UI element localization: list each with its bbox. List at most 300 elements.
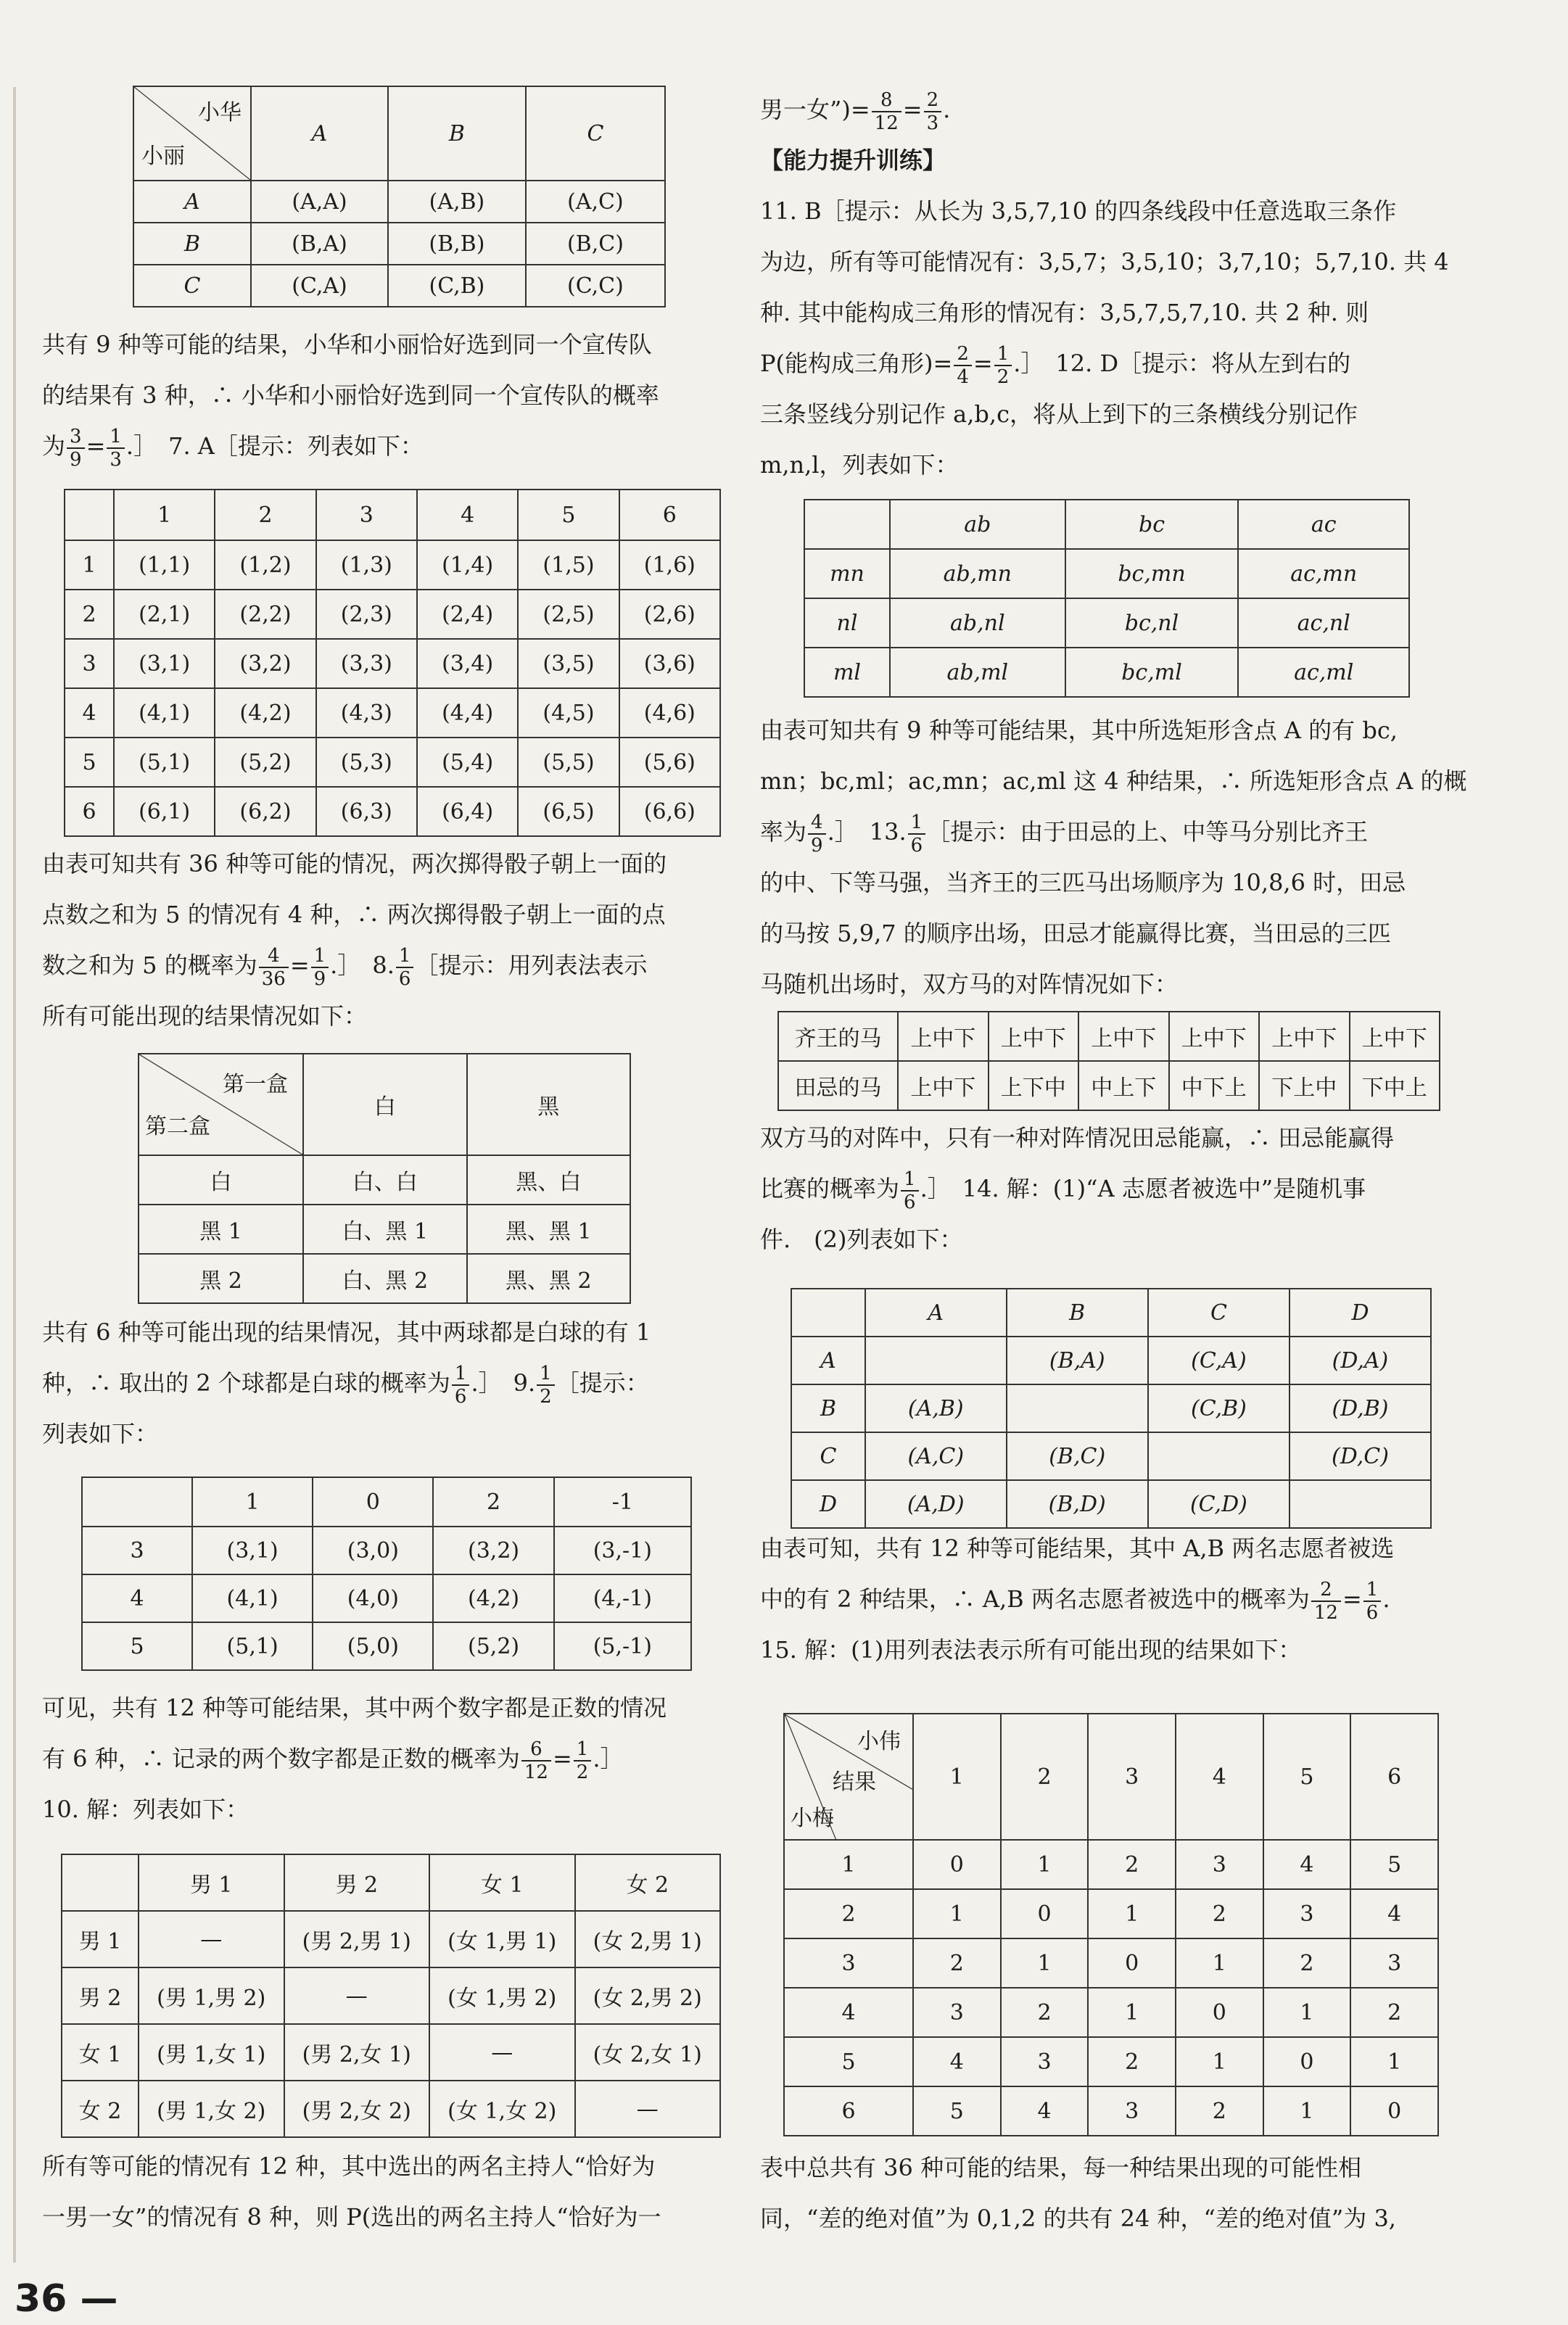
- row-header: 1: [784, 1840, 913, 1889]
- text-line: 可见，共有 12 种等可能结果，其中两个数字都是正数的情况: [42, 1694, 667, 1722]
- table-corner: [804, 500, 890, 549]
- table-problem-12: [804, 499, 1410, 698]
- table-cell: (5,4): [417, 738, 518, 787]
- table-row: [82, 1527, 691, 1574]
- column-header: 男 2: [284, 1854, 430, 1911]
- table-cell: 1: [1176, 2037, 1263, 2086]
- table-cell: 黑、黑 2: [467, 1254, 631, 1303]
- row-header: 1: [65, 540, 114, 590]
- denominator: 12: [874, 112, 899, 134]
- row-header: 齐王的马: [778, 1012, 898, 1061]
- table-cell: (D,B): [1290, 1384, 1431, 1432]
- table-cell: 2: [1263, 1938, 1351, 1988]
- table-cell: —: [139, 1911, 284, 1967]
- table-cell: (女 1,男 1): [429, 1911, 575, 1967]
- table-corner: [139, 1054, 303, 1155]
- table-row: [778, 1012, 1440, 1061]
- text-span: ［提示：由于田忌的上、中等马分别比齐王: [927, 818, 1369, 846]
- row-header: 2: [784, 1889, 913, 1938]
- row-header: 5: [82, 1622, 192, 1670]
- text-span: =: [86, 432, 106, 460]
- table-cell: 上中下: [898, 1012, 988, 1061]
- row-header: 6: [65, 787, 114, 836]
- table-row: [82, 1574, 691, 1622]
- corner-bottom-label: 第二盒: [145, 1114, 210, 1139]
- fraction: [994, 343, 1012, 388]
- row-header: 白: [139, 1155, 303, 1205]
- table-cell: (5,-1): [554, 1622, 691, 1670]
- column-header: 4: [1176, 1714, 1263, 1840]
- text-line: 马随机出场时，双方马的对阵情况如下：: [760, 970, 1179, 998]
- column-header: -1: [554, 1477, 691, 1527]
- text-span: =: [1342, 1585, 1362, 1613]
- text-span: ［提示：用列表法表示: [415, 951, 648, 979]
- table-row: [139, 1205, 630, 1254]
- table-cell: (5,2): [215, 738, 315, 787]
- column-header: A: [865, 1289, 1007, 1337]
- table-cell: ac,nl: [1238, 598, 1409, 648]
- table-cell: (女 2,男 1): [575, 1911, 721, 1967]
- table-problem-9: [81, 1477, 692, 1671]
- column-header: 2: [215, 490, 315, 540]
- numerator: 1: [311, 945, 329, 968]
- table-corner: [82, 1477, 192, 1527]
- table-row: [804, 598, 1409, 648]
- table-row: [62, 2024, 720, 2081]
- table-cell: (5,5): [518, 738, 619, 787]
- denominator: 6: [454, 1385, 467, 1408]
- numerator: 1: [994, 343, 1012, 366]
- table-cell: (A,A): [251, 181, 388, 223]
- text-block: [42, 838, 738, 1041]
- table-corner: [791, 1289, 865, 1337]
- table-cell: (1,3): [316, 540, 417, 590]
- table-cell: 黑、黑 1: [467, 1205, 631, 1254]
- column-header: 男 1: [139, 1854, 284, 1911]
- table-row: [784, 2037, 1438, 2086]
- table-cell: 上中下: [1169, 1012, 1259, 1061]
- table-cell: (男 2,女 2): [284, 2081, 430, 2137]
- table-cell: (D,A): [1290, 1337, 1431, 1384]
- row-header: 4: [82, 1574, 192, 1622]
- numerator: 1: [537, 1363, 555, 1386]
- table-cell: 中下上: [1169, 1061, 1259, 1110]
- table-cell: 0: [1001, 1889, 1089, 1938]
- table-row: [65, 787, 720, 836]
- table-cell: (4,1): [192, 1574, 313, 1622]
- table-cell: (4,1): [114, 688, 215, 738]
- text-line: [42, 421, 738, 471]
- table-cell: (4,5): [518, 688, 619, 738]
- row-header: 女 2: [62, 2081, 139, 2137]
- section-heading: 【能力提升训练】: [760, 146, 946, 174]
- numerator: 4: [808, 812, 826, 835]
- column-header: 3: [316, 490, 417, 540]
- table-row: [791, 1337, 1431, 1384]
- fraction: [574, 1738, 592, 1783]
- text-span: .］ 14. 解：(1)“A 志愿者被选中”是随机事: [920, 1175, 1366, 1202]
- table-cell: bc,ml: [1065, 648, 1239, 697]
- numerator: 1: [908, 812, 926, 835]
- denominator: 9: [811, 834, 823, 856]
- text-block: [42, 2141, 738, 2242]
- column-header: C: [526, 86, 665, 181]
- fraction: [954, 343, 972, 388]
- table-cell: 白、白: [303, 1155, 467, 1205]
- numerator: 4: [259, 945, 289, 968]
- numerator: 2: [1311, 1579, 1341, 1602]
- text-line: 为边，所有等可能情况有：3,5,7；3,5,10；3,7,10；5,7,10. 共 4: [760, 248, 1449, 276]
- row-header: 男 2: [62, 1967, 139, 2024]
- table-cell: 白、黑 1: [303, 1205, 467, 1254]
- table-cell: (2,1): [114, 590, 215, 639]
- corner-bottom-label: 小丽: [141, 144, 185, 169]
- corner-top-label: 第一盒: [223, 1072, 288, 1097]
- numerator: 1: [574, 1738, 592, 1762]
- table-cell: (女 2,男 2): [575, 1967, 721, 2024]
- numerator: 2: [924, 89, 942, 112]
- table-cell: (3,4): [417, 639, 518, 688]
- text-line: 双方马的对阵中，只有一种对阵情况田忌能赢，∴ 田忌能赢得: [760, 1124, 1395, 1152]
- text-line: 的马按 5,9,7 的顺序出场，田忌才能赢得比赛，当田忌的三匹: [760, 920, 1391, 947]
- text-line: [42, 1358, 738, 1408]
- text-span: =: [902, 96, 923, 123]
- table-cell: (4,6): [619, 688, 720, 738]
- fraction: [908, 812, 926, 856]
- column-header: D: [1290, 1289, 1431, 1337]
- table-cell: (男 1,男 2): [139, 1967, 284, 2024]
- text-line: 15. 解：(1)用列表法表示所有可能出现的结果如下：: [760, 1636, 1302, 1664]
- table-cell: (B,B): [388, 223, 526, 265]
- table-cell: 2: [1088, 1840, 1176, 1889]
- column-header: B: [388, 86, 526, 181]
- corner-top-label: 小伟: [857, 1729, 901, 1754]
- denominator: 6: [1366, 1601, 1379, 1624]
- text-line: 点数之和为 5 的情况有 4 种，∴ 两次掷得骰子朝上一面的点: [42, 901, 666, 928]
- text-span: =: [973, 350, 993, 377]
- table-problem-14: [791, 1288, 1432, 1529]
- table-cell: 1: [1263, 2086, 1351, 2136]
- table-cell: (1,1): [114, 540, 215, 590]
- table-cell: 1: [1176, 1938, 1263, 1988]
- text-line: 由表可知共有 36 种等可能的情况，两次掷得骰子朝上一面的: [42, 850, 667, 877]
- table-row: [791, 1480, 1431, 1528]
- table-cell: 2: [1350, 1988, 1438, 2037]
- text-line: 件. (2)列表如下：: [760, 1226, 963, 1253]
- table-cell: (1,6): [619, 540, 720, 590]
- fraction: [1363, 1579, 1382, 1624]
- table-cell: (A,D): [865, 1480, 1007, 1528]
- text-line: [760, 1163, 1464, 1214]
- row-header: nl: [804, 598, 890, 648]
- table-cell: 4: [1001, 2086, 1089, 2136]
- text-line: 表中总共有 36 种可能的结果，每一种结果出现的可能性相: [760, 2154, 1362, 2181]
- text-line: 所有可能出现的结果情况如下：: [42, 1002, 368, 1030]
- corner-mid-label: 结果: [833, 1769, 876, 1795]
- table-cell: bc,nl: [1065, 598, 1239, 648]
- table-cell: [1007, 1384, 1148, 1432]
- row-header: 3: [65, 639, 114, 688]
- table-cell: (1,5): [518, 540, 619, 590]
- text-span: .: [943, 96, 951, 123]
- table-row: [62, 1967, 720, 2024]
- table-cell: 2: [1176, 1889, 1263, 1938]
- table-cell: (6,3): [316, 787, 417, 836]
- text-span: 种，∴ 取出的 2 个球都是白球的概率为: [42, 1369, 450, 1397]
- text-line: [760, 84, 1464, 135]
- row-header: 黑 2: [139, 1254, 303, 1303]
- fraction: [901, 1168, 919, 1213]
- table-row: [139, 1254, 630, 1303]
- column-header: 3: [1088, 1714, 1176, 1840]
- table-corner: [784, 1714, 913, 1840]
- table-cell: (2,2): [215, 590, 315, 639]
- text-line: [42, 940, 738, 991]
- fraction: [259, 945, 289, 990]
- row-header: A: [791, 1337, 865, 1384]
- fraction: [537, 1363, 555, 1408]
- numerator: 1: [107, 426, 125, 449]
- table-cell: (3,0): [313, 1527, 433, 1574]
- table-cell: —: [284, 1967, 430, 2024]
- column-header: 5: [1263, 1714, 1351, 1840]
- table-cell: 0: [1263, 2037, 1351, 2086]
- row-header: C: [791, 1432, 865, 1480]
- table-row: [791, 1432, 1431, 1480]
- table-cell: (B,C): [526, 223, 665, 265]
- table-cell: 4: [1350, 1889, 1438, 1938]
- page-edge: [13, 87, 16, 2263]
- corner-top-label: 小华: [198, 100, 242, 125]
- table-cell: (A,B): [865, 1384, 1007, 1432]
- table-cell: (B,A): [251, 223, 388, 265]
- table-cell: 2: [913, 1938, 1001, 1988]
- text-line: [760, 806, 1464, 857]
- table-cell: 白、黑 2: [303, 1254, 467, 1303]
- table-row: [65, 639, 720, 688]
- table-cell: —: [575, 2081, 721, 2137]
- denominator: 36: [261, 967, 286, 990]
- table-corner: [65, 490, 114, 540]
- fraction: [452, 1363, 470, 1408]
- text-span: .］ 7. A［提示：列表如下：: [125, 432, 424, 460]
- table-cell: (2,5): [518, 590, 619, 639]
- text-span: .］ 13.: [827, 818, 907, 846]
- row-header: 4: [65, 688, 114, 738]
- denominator: 6: [398, 967, 411, 990]
- table-row: [133, 265, 665, 307]
- column-header: 1: [114, 490, 215, 540]
- row-header: C: [133, 265, 251, 307]
- table-cell: ab,ml: [890, 648, 1065, 697]
- text-block: [42, 1682, 738, 1835]
- table-cell: 2: [1088, 2037, 1176, 2086]
- column-header: bc: [1065, 500, 1239, 549]
- table-row: [65, 688, 720, 738]
- fraction: [107, 426, 125, 471]
- table-cell: (C,B): [1148, 1384, 1290, 1432]
- table-cell: (6,5): [518, 787, 619, 836]
- table-cell: (男 2,女 1): [284, 2024, 430, 2081]
- text-line: 由表可知共有 9 种等可能结果，其中所选矩形含点 A 的有 bc,: [760, 717, 1398, 744]
- denominator: 6: [904, 1191, 916, 1213]
- fraction: [924, 89, 942, 134]
- table-row: [62, 1911, 720, 1967]
- row-header: 2: [65, 590, 114, 639]
- text-line: 共有 9 种等可能的结果，小华和小丽恰好选到同一个宣传队: [42, 331, 652, 358]
- column-header: 5: [518, 490, 619, 540]
- table-cell: (4,0): [313, 1574, 433, 1622]
- table-cell: 上下中: [989, 1061, 1078, 1110]
- table-cell: [865, 1337, 1007, 1384]
- column-header: 女 1: [429, 1854, 575, 1911]
- row-header: A: [133, 181, 251, 223]
- column-header: 4: [417, 490, 518, 540]
- table-cell: (女 1,男 2): [429, 1967, 575, 2024]
- text-span: 中的有 2 种结果，∴ A,B 两名志愿者被选中的概率为: [760, 1585, 1310, 1613]
- row-header: 5: [784, 2037, 913, 2086]
- column-header: 1: [192, 1477, 313, 1527]
- table-cell: ab,nl: [890, 598, 1065, 648]
- table-cell: 3: [1001, 2037, 1089, 2086]
- table-cell: 5: [913, 2086, 1001, 2136]
- table-row: [791, 1384, 1431, 1432]
- text-block: [760, 84, 1464, 490]
- table-cell: 1: [1263, 1988, 1351, 2037]
- table-cell: (2,4): [417, 590, 518, 639]
- table-cell: (5,6): [619, 738, 720, 787]
- fraction: [808, 812, 826, 856]
- table-cell: (5,0): [313, 1622, 433, 1670]
- text-line: 由表可知，共有 12 种等可能结果，其中 A,B 两名志愿者被选: [760, 1535, 1395, 1562]
- text-span: .］ 8.: [330, 951, 395, 979]
- numerator: 1: [396, 945, 414, 968]
- table-row: [784, 1840, 1438, 1889]
- table-cell: (5,3): [316, 738, 417, 787]
- table-row: [804, 549, 1409, 598]
- table-row: [65, 590, 720, 639]
- table-cell: 1: [1088, 1889, 1176, 1938]
- numerator: 1: [901, 1168, 919, 1192]
- table-row: [82, 1622, 691, 1670]
- column-header: 黑: [467, 1054, 631, 1155]
- table-cell: (3,2): [433, 1527, 553, 1574]
- table-cell: (男 1,女 2): [139, 2081, 284, 2137]
- text-line: [42, 1733, 738, 1784]
- table-row: [784, 2086, 1438, 2136]
- table-cell: (3,3): [316, 639, 417, 688]
- column-header: 6: [619, 490, 720, 540]
- denominator: 12: [524, 1761, 548, 1783]
- table-cell: 黑、白: [467, 1155, 631, 1205]
- table-cell: ac,mn: [1238, 549, 1409, 598]
- page-number: 36 —: [15, 2277, 118, 2321]
- numerator: 3: [67, 426, 85, 449]
- table-cell: (6,6): [619, 787, 720, 836]
- row-header: ml: [804, 648, 890, 697]
- text-span: .］ 12. D［提示：将从左到右的: [1013, 350, 1351, 377]
- row-header: 3: [82, 1527, 192, 1574]
- table-row: [784, 1889, 1438, 1938]
- table-cell: 1: [1350, 2037, 1438, 2086]
- row-header: 女 1: [62, 2024, 139, 2081]
- table-row: [804, 648, 1409, 697]
- fraction: [396, 945, 414, 990]
- table-cell: 上中下: [1259, 1012, 1349, 1061]
- table-cell: (男 2,男 1): [284, 1911, 430, 1967]
- table-cell: (3,6): [619, 639, 720, 688]
- table-cell: (C,C): [526, 265, 665, 307]
- table-problem-7: [64, 489, 721, 837]
- table-cell: (B,D): [1007, 1480, 1148, 1528]
- denominator: 3: [110, 448, 122, 471]
- fraction: [311, 945, 329, 990]
- text-line: 共有 6 种等可能出现的结果情况，其中两球都是白球的有 1: [42, 1318, 651, 1346]
- table-cell: ab,mn: [890, 549, 1065, 598]
- table-row: [139, 1155, 630, 1205]
- table-cell: (B,A): [1007, 1337, 1148, 1384]
- table-cell: (1,2): [215, 540, 315, 590]
- table-row: [62, 2081, 720, 2137]
- denominator: 3: [926, 112, 939, 134]
- table-cell: 上中下: [989, 1012, 1078, 1061]
- column-header: ac: [1238, 500, 1409, 549]
- table-problem-13: [777, 1011, 1440, 1111]
- table-cell: (女 2,女 1): [575, 2024, 721, 2081]
- table-cell: (C,B): [388, 265, 526, 307]
- column-header: 6: [1350, 1714, 1438, 1840]
- table-row: [133, 181, 665, 223]
- denominator: 9: [313, 967, 326, 990]
- table-row: [65, 738, 720, 787]
- row-header: 4: [784, 1988, 913, 2037]
- column-header: 1: [913, 1714, 1001, 1840]
- table-cell: (4,2): [433, 1574, 553, 1622]
- table-row: [784, 1938, 1438, 1988]
- text-block: [760, 1523, 1464, 1675]
- table-row: [784, 1988, 1438, 2037]
- table-cell: (3,-1): [554, 1527, 691, 1574]
- table-problem-6: [133, 86, 666, 307]
- table-cell: 3: [1088, 2086, 1176, 2136]
- table-row: [133, 223, 665, 265]
- text-line: 的中、下等马强，当齐王的三匹马出场顺序为 10,8,6 时，田忌: [760, 869, 1406, 896]
- denominator: 2: [540, 1385, 552, 1408]
- text-span: .］ 9.: [471, 1369, 536, 1397]
- column-header: 白: [303, 1054, 467, 1155]
- table-problem-10: [61, 1854, 721, 2138]
- row-header: 6: [784, 2086, 913, 2136]
- table-cell: (4,3): [316, 688, 417, 738]
- table-cell: (女 1,女 2): [429, 2081, 575, 2137]
- table-cell: (6,1): [114, 787, 215, 836]
- table-cell: (4,4): [417, 688, 518, 738]
- text-block: [760, 1112, 1464, 1265]
- row-header: mn: [804, 549, 890, 598]
- numerator: 8: [872, 89, 901, 112]
- table-cell: —: [429, 2024, 575, 2081]
- table-cell: 1: [913, 1889, 1001, 1938]
- text-line: 一男一女”的情况有 8 种，则 P(选出的两名主持人“恰好为一: [42, 2203, 661, 2231]
- text-block: [42, 319, 738, 471]
- numerator: 1: [1363, 1579, 1382, 1602]
- table-cell: 上中下: [898, 1061, 988, 1110]
- table-cell: (2,6): [619, 590, 720, 639]
- row-header: 田忌的马: [778, 1061, 898, 1110]
- table-cell: 4: [1263, 1840, 1351, 1889]
- text-span: 为: [42, 432, 66, 460]
- table-cell: 3: [1176, 1840, 1263, 1889]
